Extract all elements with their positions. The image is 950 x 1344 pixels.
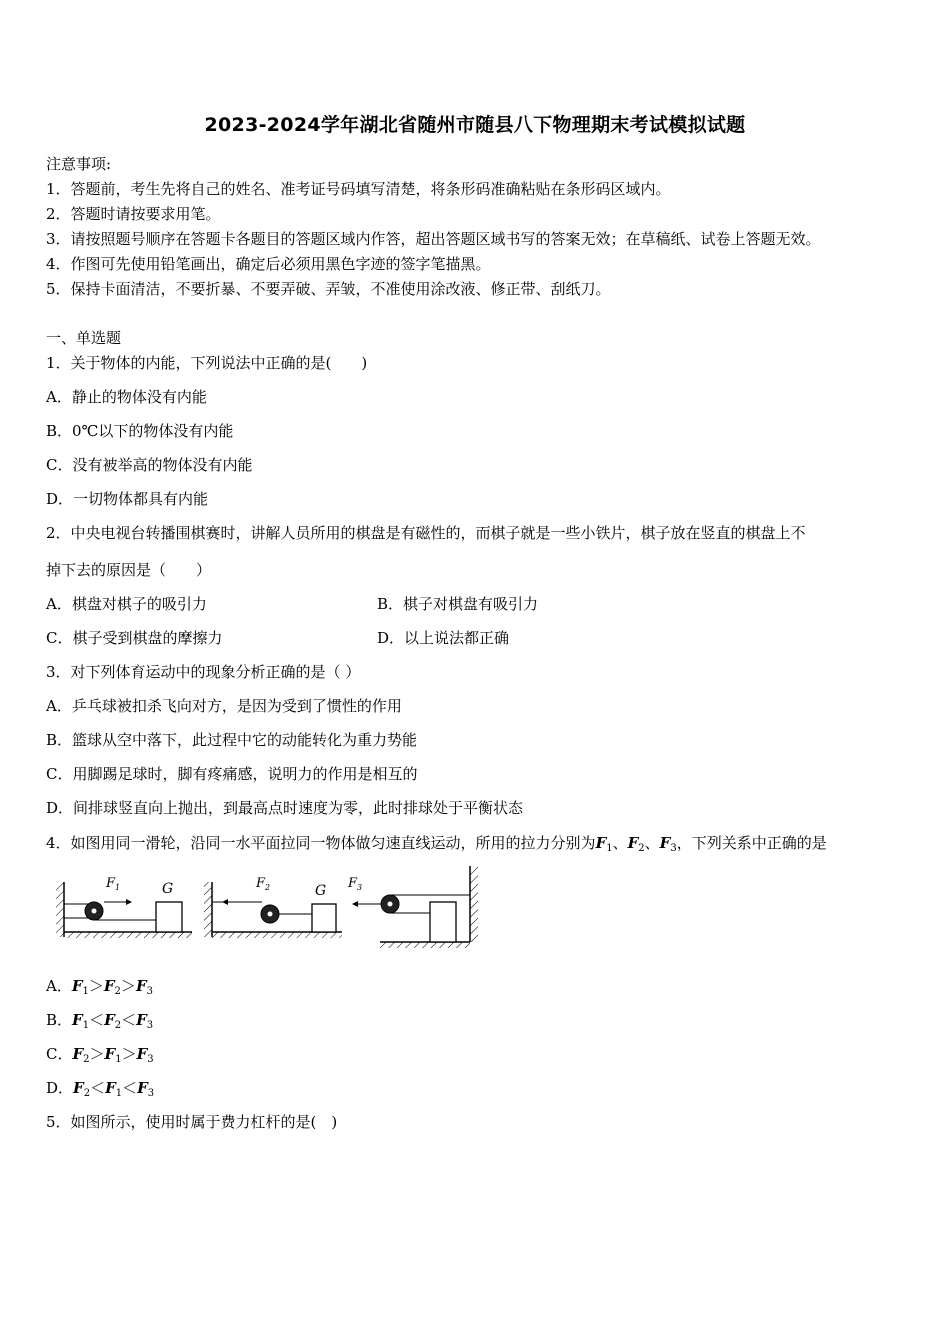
svg-text:3: 3 — [357, 883, 363, 892]
page-title: 2023-2024学年湖北省随州市随县八下物理期末考试模拟试题 — [204, 114, 746, 136]
svg-text:1: 1 — [115, 883, 121, 892]
q4-option-b: B．$F_1<F_2<F_3$ — [46, 1011, 154, 1031]
q2-stem-line2: 掉下去的原因是（ ） — [46, 561, 212, 579]
svg-text:2: 2 — [265, 883, 271, 892]
q4-option-d: D．$F_2<F_1<F_3$ — [46, 1079, 155, 1099]
q1-option-c: C．没有被举高的物体没有内能 — [46, 456, 253, 474]
pulley-diagram-3 — [347, 866, 478, 948]
notice-item-2: 2．答题时请按要求用笔。 — [46, 205, 221, 223]
notice-item-4: 4．作图可先使用铅笔画出，确定后必须用黑色字迹的签字笔描黑。 — [46, 255, 491, 273]
q1-stem: 1．关于物体的内能，下列说法中正确的是( ) — [46, 354, 368, 372]
q4-option-c: C．$F_2>F_1>F_3$ — [46, 1045, 154, 1065]
svg-text:F: F — [106, 876, 116, 891]
svg-text:G: G — [162, 881, 174, 897]
q3-option-d: D．间排球竖直向上抛出，到最高点时速度为零，此时排球处于平衡状态 — [46, 799, 524, 817]
q2-stem-line1: 2．中央电视台转播围棋赛时，讲解人员所用的棋盘是有磁性的，而棋子就是一些小铁片，棋子放在竖直的棋盘上不 — [46, 524, 806, 542]
q1-option-b: B．0℃以下的物体没有内能 — [46, 422, 234, 440]
notice-item-5: 5．保持卡面清洁，不要折暴、不要弄破、弄皱，不准使用涂改液、修正带、刮纸刀。 — [46, 280, 611, 298]
q2-option-c: C．棋子受到棋盘的摩擦力 — [46, 629, 223, 647]
pulley-diagram-1 — [56, 876, 192, 938]
notice-item-1: 1．答题前，考生先将自己的姓名、准考证号码填写清楚，将条形码准确粘贴在条形码区域内。 — [46, 180, 671, 198]
q1-option-a: A．静止的物体没有内能 — [46, 388, 207, 406]
q2-option-a: A．棋盘对棋子的吸引力 — [46, 595, 207, 613]
svg-text:G: G — [315, 883, 327, 899]
q2-option-b: B．棋子对棋盘有吸引力 — [377, 595, 539, 613]
pulley-diagram-2 — [204, 876, 342, 938]
notice-heading: 注意事项: — [46, 155, 112, 173]
q3-stem: 3．对下列体育运动中的现象分析正确的是（ ） — [46, 663, 361, 681]
q4-option-a: A．$F_1>F_2>F_3$ — [46, 977, 153, 997]
q3-option-b: B．篮球从空中落下，此过程中它的动能转化为重力势能 — [46, 731, 418, 749]
q2-option-d: D．以上说法都正确 — [377, 629, 510, 647]
svg-text:F: F — [348, 876, 358, 891]
svg-text:F: F — [256, 876, 266, 891]
q4-pulley-figure — [50, 862, 495, 952]
q1-option-d: D．一切物体都具有内能 — [46, 490, 209, 508]
q4-stem: 4．如图用同一滑轮，沿同一水平面拉同一物体做匀速直线运动，所用的拉力分别为$F_1$、$F_2$、$F_3$，下列关系中正确的是 — [46, 834, 827, 854]
q3-option-c: C．用脚踢足球时，脚有疼痛感，说明力的作用是相互的 — [46, 765, 418, 783]
q3-option-a: A．乒乓球被扣杀飞向对方，是因为受到了惯性的作用 — [46, 697, 402, 715]
section-heading: 一、单选题 — [46, 329, 122, 347]
notice-item-3: 3．请按照题号顺序在答题卡各题目的答题区域内作答，超出答题区域书写的答案无效；在草稿纸、试卷上答题无效。 — [46, 230, 821, 248]
q5-stem: 5．如图所示，使用时属于费力杠杆的是( ) — [46, 1113, 338, 1131]
